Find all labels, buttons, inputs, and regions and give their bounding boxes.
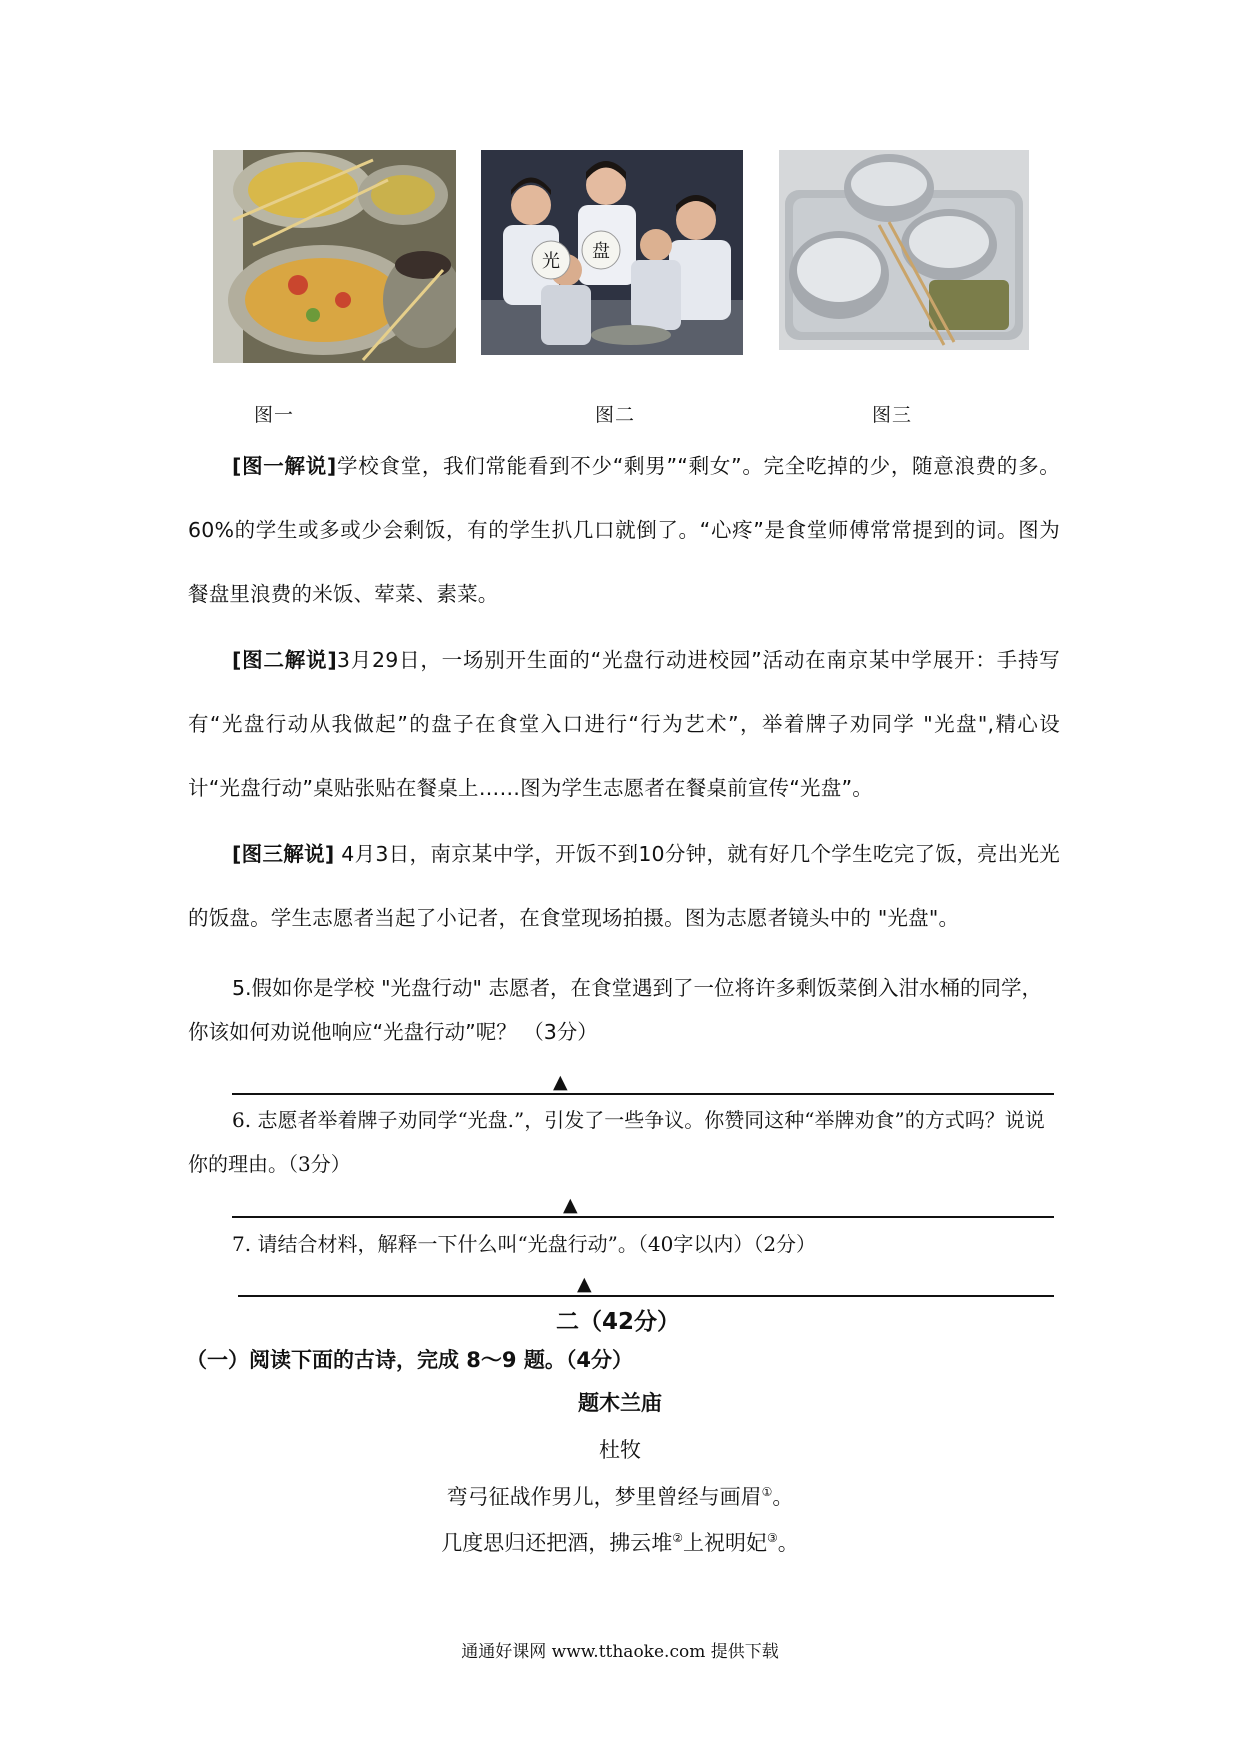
figure-1-caption: 图一 — [254, 404, 295, 426]
figure-1-explanation-text: 学校食堂，我们常能看到不少“剩男”“剩女”。完全吃掉的少，随意浪费的多。60%的学生或多或少会剩饭，有的学生扒几口就倒了。“心疼”是食堂师傅常常提到的词。图为餐盘里浪费的米饭、荤菜、素菜。 — [188, 454, 1060, 606]
figure-1-illustration — [213, 150, 456, 363]
poem-note-3: ③ — [767, 1531, 778, 1545]
section-subtitle: （一）阅读下面的古诗，完成 8～9 题。（4分） — [186, 1348, 633, 1372]
plate-character-2: 盘 — [592, 241, 610, 262]
question-6-answer-line[interactable] — [232, 1216, 1054, 1218]
figure-3-caption: 图三 — [872, 404, 913, 426]
plate-character-1: 光 — [542, 251, 560, 272]
figure-2-explanation — [188, 628, 1060, 820]
figure-2-caption: 图二 — [595, 404, 636, 426]
question-5-answer-line[interactable] — [232, 1093, 1054, 1095]
question-5-answer-mark: ▲ — [553, 1071, 568, 1093]
question-7: 7. 请结合材料，解释一下什么叫“光盘行动”。（40字以内）（2分） — [232, 1232, 817, 1256]
poem-line-2 — [0, 1527, 1240, 1557]
page-footer: 通通好课网 www.tthaoke.com 提供下载 — [461, 1642, 779, 1662]
figure-2-explanation-text: 3月29日，一场别开生面的“光盘行动进校园”活动在南京某中学展开：手持写有“光盘行动从我做起”的盘子在食堂入口进行“行为艺术”，举着牌子劝同学 "光盘",精心设计“光盘行动”桌贴张贴在餐桌上……图为学生志愿者在餐桌前宣传“光盘”。 — [188, 648, 1060, 800]
figure-1-explanation-tag: [图一解说] — [232, 454, 337, 478]
question-7-answer-mark: ▲ — [577, 1273, 592, 1295]
poem-note-1: ① — [761, 1485, 773, 1499]
poem-note-2: ② — [672, 1531, 683, 1545]
section-title: 二（42分） — [556, 1309, 681, 1335]
poem-line-1-text: 弯弓征战作男儿，梦里曾经与画眉 — [446, 1485, 762, 1509]
poem-title: 题木兰庙 — [578, 1391, 662, 1415]
figure-2-explanation-tag: [图二解说] — [232, 648, 337, 672]
figure-3-explanation — [188, 822, 1060, 950]
figure-3-photo — [779, 150, 1029, 350]
question-6-answer-mark: ▲ — [563, 1194, 578, 1216]
poem-line-2-text-a: 几度思归还把酒，拂云堆 — [441, 1531, 673, 1555]
poem-line-1 — [0, 1481, 1240, 1511]
poem-line-1-end: 。 — [772, 1485, 794, 1509]
figure-2-photo — [481, 150, 743, 355]
figure-3-explanation-tag: [图三解说] — [232, 842, 335, 866]
figure-2-illustration — [481, 150, 743, 355]
figure-1-explanation — [188, 434, 1060, 626]
figure-3-explanation-text: 4月3日，南京某中学，开饭不到10分钟，就有好几个学生吃完了饭，亮出光光的饭盘。学生志愿者当起了小记者，在食堂现场拍摄。图为志愿者镜头中的 "光盘"。 — [188, 842, 1060, 930]
poem-line-2-text-b: 上祝明妃 — [683, 1531, 767, 1555]
figure-3-illustration — [779, 150, 1029, 350]
poem-author: 杜牧 — [599, 1438, 641, 1462]
question-7-answer-line[interactable] — [238, 1295, 1054, 1297]
question-5: 5.假如你是学校 "光盘行动" 志愿者，在食堂遇到了一位将许多剩饭菜倒入泔水桶的同学，你该如何劝说他响应“光盘行动”呢？ （3分） — [188, 976, 1042, 1044]
poem-line-2-end: 。 — [777, 1531, 799, 1555]
question-6: 6. 志愿者举着牌子劝同学“光盘.”，引发了一些争议。你赞同这种“举牌劝食”的方式吗？说说你的理由。（3分） — [188, 1108, 1045, 1176]
figure-1-photo — [213, 150, 456, 363]
